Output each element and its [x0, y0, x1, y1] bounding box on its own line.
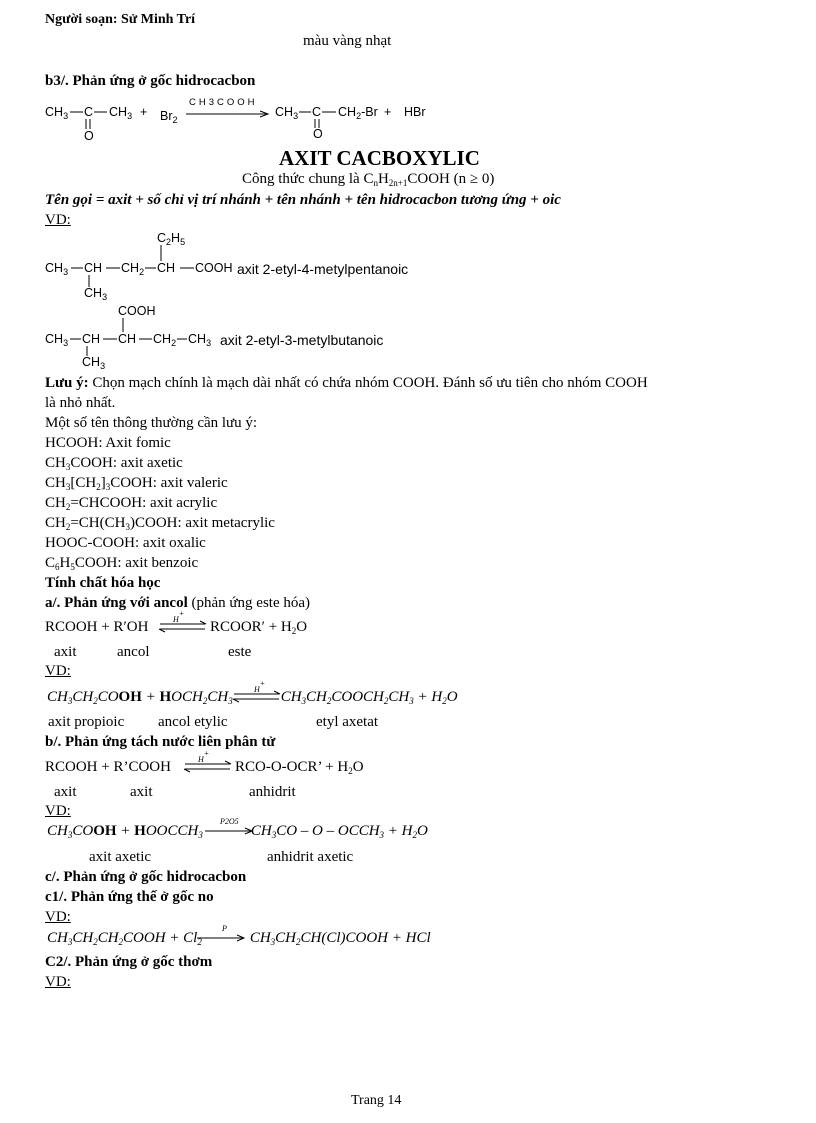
b3-reactant-right: $CH_3$ [109, 105, 133, 121]
ex1-c1: $CH_3$ [45, 261, 69, 277]
b3-hbr: HBr [404, 105, 426, 119]
ex1-c3: $CH_2$ [121, 261, 145, 277]
author-header: Người soạn: Sử Minh Trí [45, 12, 196, 27]
b-label-acid-2: axit [130, 784, 153, 800]
section-title: AXIT CACBOXYLIC [279, 146, 480, 170]
common-name-benzoic: $C_6H_5COOH$: axit benzoic [45, 555, 199, 572]
b3-product-right: $CH_2-Br$ [338, 105, 378, 121]
ex1-name: axit 2-etyl-4-metylpentanoic [237, 261, 409, 277]
b3-oxygen-1: O [84, 129, 94, 143]
ex1-c4: CH [157, 261, 176, 275]
example-label-1: VD: [45, 212, 71, 228]
b3-plus-1: + [140, 105, 148, 119]
note-line-1: Lưu ý: Chọn mạch chính là mạch dài nhất có chứa nhóm COOH. Đánh số ưu tiên cho nhóm COOH [45, 375, 648, 391]
ex1-cooh: COOH [195, 261, 233, 275]
ex1-branch-bottom: $CH_3$ [84, 286, 108, 302]
c1-example-equation: $CH_3CH_2CH_2COOH + Cl_2$ $CH_3CH_2CH(Cl)COOH$ + HCl [47, 930, 431, 947]
a-eq-catalyst: H+ [173, 609, 185, 624]
section-c1-heading: c1/. Phản ứng thế ở gốc no [45, 889, 214, 905]
b3-product-mid: C [312, 105, 322, 119]
ex2-name: axit 2-etyl-3-metylbutanoic [220, 332, 384, 348]
b3-product-left: $CH_3$ [275, 105, 299, 121]
b-example-equation: $CH_3COOH$ + $HOOCCH_3$ $CH_3CO$ – $O - OCCH_3 + H_2O$ [47, 823, 428, 840]
properties-heading: Tính chất hóa học [45, 575, 161, 591]
a-ex-label-1: axit propioic [48, 714, 125, 730]
naming-rule: Tên gọi = axit + số chỉ vị trí nhánh + tên nhánh + tên hidrocacbon tương ứng + oic [45, 192, 561, 208]
common-names-intro: Một số tên thông thường cần lưu ý: [45, 415, 258, 431]
a-eq-right: RCOOR′ + $H_2O$ [210, 619, 308, 636]
c1-example-label: VD: [45, 909, 71, 925]
section-c-heading: c/. Phản ứng ở gốc hidrocacbon [45, 869, 247, 885]
section-a-heading: a/. Phản ứng với ancol (phản ứng este hóa) [45, 595, 311, 611]
b3-reactant-left: $CH_3$ [45, 105, 69, 121]
a-example-label: VD: [45, 663, 71, 679]
continuation-text: màu vàng nhạt [303, 33, 392, 49]
a-eq-left: RCOOH + R′OH [45, 619, 149, 635]
common-name-valeric: $CH_3[CH_2]_3COOH$: axit valeric [45, 475, 228, 492]
section-b-heading: b/. Phản ứng tách nước liên phân tử [45, 734, 276, 750]
a-example-equation: $CH_3CH_2COOH$ + $HOCH_2CH_3$ $CH_3CH_2COOCH_2CH_3 + H_2O$ [47, 689, 458, 706]
a-label-alcohol: ancol [117, 644, 150, 660]
b-ex-label-1: axit axetic [89, 849, 152, 865]
common-name-oxalic: HOOC-COOH: axit oxalic [45, 535, 206, 551]
a-ex-label-3: etyl axetat [316, 714, 379, 730]
b-ex-label-2: anhidrit axetic [267, 849, 354, 865]
a-label-ester: este [228, 644, 252, 660]
ex2-c3: CH [118, 332, 137, 346]
a-label-acid: axit [54, 644, 77, 660]
ex2-c5: $CH_3$ [188, 332, 212, 348]
b-eq-catalyst: H+ [198, 749, 210, 764]
ex1-branch-top: $C_2H_5$ [157, 231, 186, 247]
b3-oxygen-2: O [313, 127, 323, 141]
a-ex-label-2: ancol etylic [158, 714, 228, 730]
page-number: Trang 14 [351, 1093, 402, 1108]
section-c2-heading: C2/. Phản ứng ở gốc thơm [45, 954, 213, 970]
b3-plus-2: + [384, 105, 392, 119]
ex2-c1: $CH_3$ [45, 332, 69, 348]
note-line-2: là nhỏ nhất. [45, 395, 116, 411]
b-label-acid-1: axit [54, 784, 77, 800]
b-example-label: VD: [45, 803, 71, 819]
ex1-c2: CH [84, 261, 103, 275]
b3-bromine: $Br_2$ [160, 109, 178, 125]
ex2-c2: CH [82, 332, 101, 346]
b3-reactant-mid: C [84, 105, 94, 119]
common-name-metacrylic: $CH_2=CH(CH_3)COOH$: axit metacrylic [45, 515, 275, 532]
c2-example-label: VD: [45, 974, 71, 990]
ex2-c4: $CH_2$ [153, 332, 177, 348]
b-label-anhydride: anhidrit [249, 784, 296, 800]
common-name-acetic: $CH_3COOH$: axit axetic [45, 455, 183, 472]
b-eq-left: RCOOH + R’COOH [45, 759, 171, 775]
a-example-catalyst: H+ [254, 679, 266, 694]
general-formula: Công thức chung là $C_nH_{2n+1}COOH$ (n ≥ 0) [242, 171, 495, 188]
b-eq-right: RCO-O-OCR’ + $H_2O$ [235, 759, 364, 776]
common-name-acrylic: $CH_2=CHCOOH$: axit acrylic [45, 495, 218, 512]
section-b3-heading: b3/. Phản ứng ở gốc hidrocacbon [45, 73, 256, 89]
b-example-catalyst: P2O5 [220, 817, 239, 826]
common-name-formic: HCOOH: Axit fomic [45, 435, 171, 451]
c1-example-catalyst: P [222, 924, 227, 933]
ex2-branch-top: COOH [118, 304, 156, 318]
b3-catalyst: CH3COOH [189, 97, 258, 108]
ex2-branch-bottom: $CH_3$ [82, 355, 106, 371]
